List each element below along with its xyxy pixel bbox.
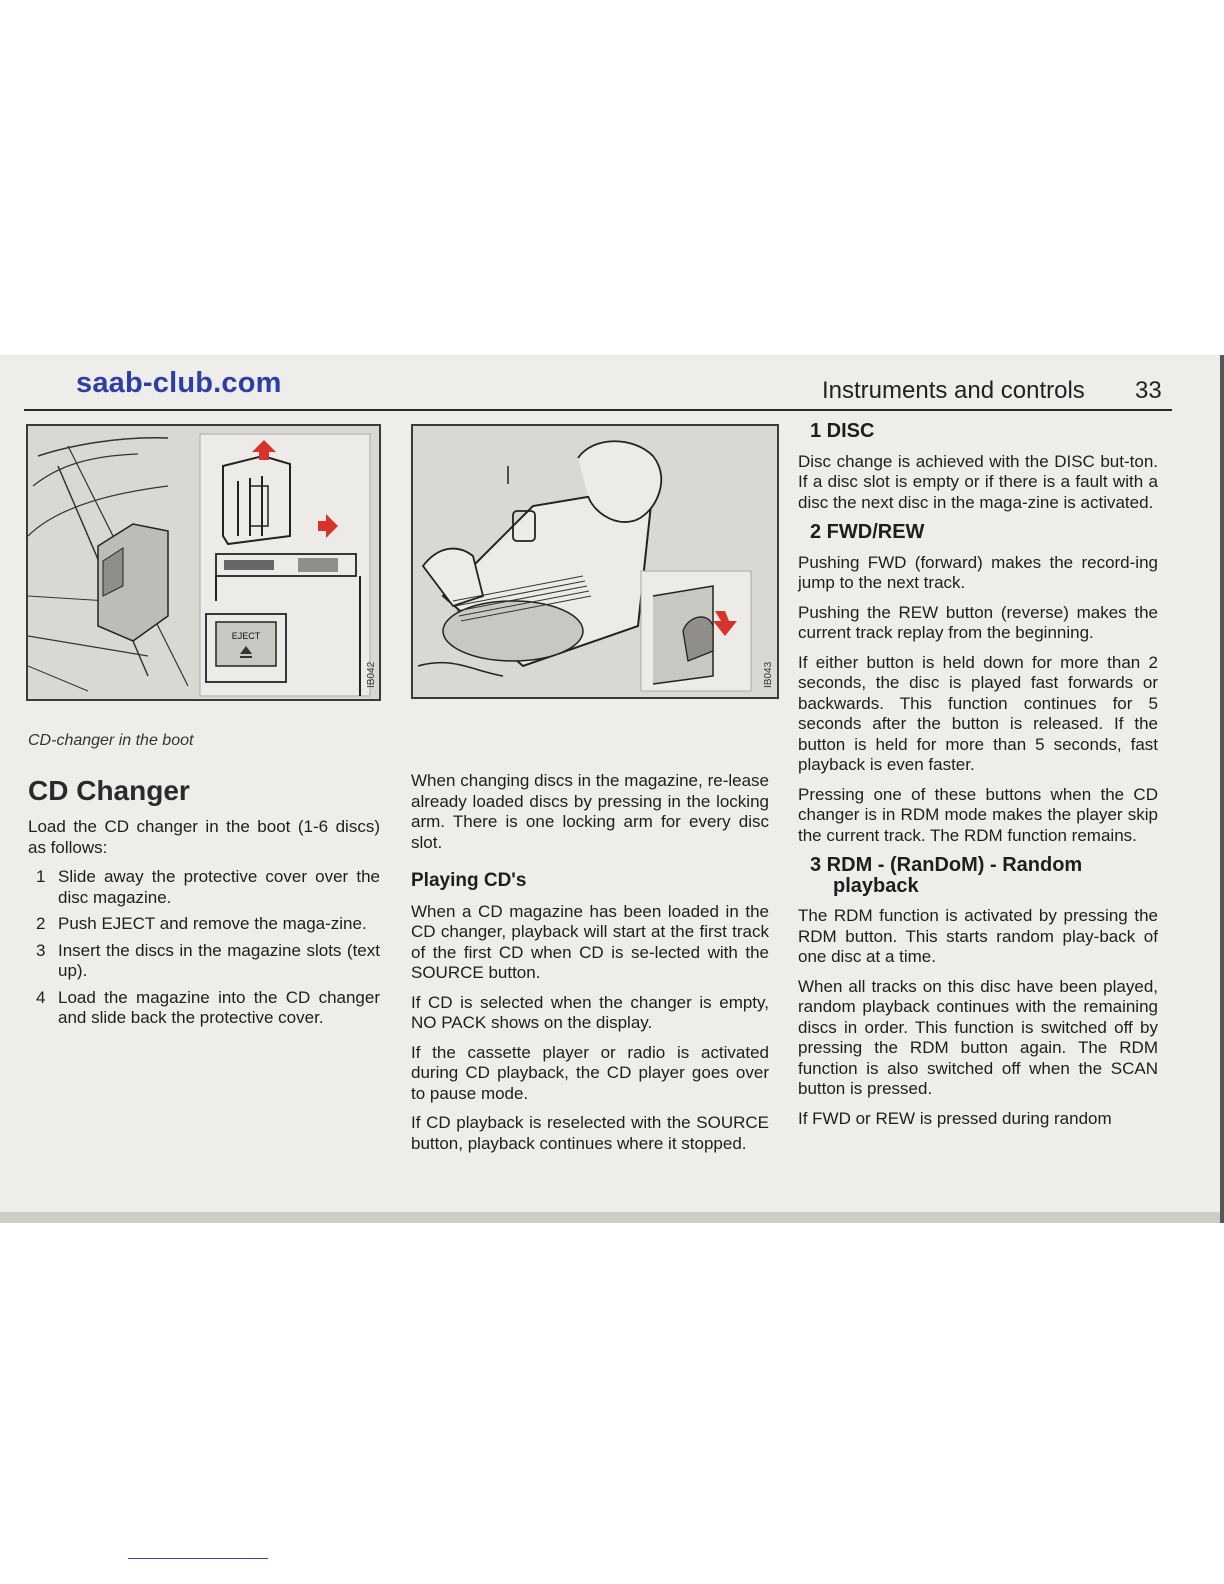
paragraph: Pushing the REW button (reverse) makes the current track replay from the beginning. xyxy=(798,602,1158,642)
paragraph: If FWD or REW is pressed during random xyxy=(798,1108,1112,1128)
paragraph: When all tracks on this disc have been played, random playback continues with the remaining discs in order. This function is switched off by pressing the RDM button again. The RDM function is also switched off when the SCAN button is pressed. xyxy=(798,976,1158,1098)
page-number: 33 xyxy=(1135,377,1162,404)
rdm-heading: 3 RDM - (RanDoM) - Random playback xyxy=(810,854,1083,897)
paragraph: Disc change is achieved with the DISC but-ton. If a disc slot is empty or if there is a fault with a disc the next disc in the maga-zine is activated. xyxy=(798,451,1158,512)
disc-heading: 1 DISC xyxy=(810,420,875,442)
list-item: 2 Push EJECT and remove the maga-zine. xyxy=(36,914,367,933)
column-2 xyxy=(411,771,769,1163)
paragraph: When a CD magazine has been loaded in the CD changer, playback will start at the first track of the first CD when CD is se-lected with the SOURCE button. xyxy=(411,901,769,982)
column-3 xyxy=(798,421,1158,1138)
site-logo[interactable]: saab-club.com xyxy=(76,367,282,399)
section-title: Instruments and controls xyxy=(822,377,1085,404)
column-1 xyxy=(28,817,380,1035)
figure-caption: CD-changer in the boot xyxy=(28,732,194,749)
cd-changer-illustration xyxy=(28,426,379,699)
list-item: 4 Load the magazine into the CD changer and slide back the protective cover. xyxy=(36,987,380,1027)
paragraph: If CD is selected when the changer is empty, NO PACK shows on the display. xyxy=(411,992,769,1032)
paragraph: If the cassette player or radio is activated during CD playback, the CD player goes over to pause mode. xyxy=(411,1042,769,1103)
page-bottom-shadow xyxy=(0,1212,1224,1223)
eject-label: EJECT xyxy=(231,631,261,641)
playing-cds-heading: Playing CD's xyxy=(411,870,527,891)
paragraph: The RDM function is activated by pressing the RDM button. This starts random play-back of one disc at a time. xyxy=(798,906,1158,966)
intro-text: Load the CD changer in the boot (1-6 discs) as follows: xyxy=(28,817,380,857)
footnote-rule xyxy=(128,1558,268,1559)
list-item: 3 Insert the discs in the magazine slots (text up). xyxy=(36,940,380,980)
figure-code: IB043 xyxy=(763,661,774,688)
figure-cd-changer-boot xyxy=(26,424,381,701)
paragraph: If either button is held down for more than 2 seconds, the disc is played fast forwards or backwards. This function continues for 5 seconds after the button is released. If the button is held for more than 5 seconds, fast playback is even faster. xyxy=(798,652,1158,774)
paragraph: Pushing FWD (forward) makes the record-ing jump to the next track. xyxy=(798,552,1158,592)
paragraph: When changing discs in the magazine, re-lease already loaded discs by pressing in the locking arm. There is one locking arm for every disc slot. xyxy=(411,771,769,852)
cd-changer-heading: CD Changer xyxy=(28,775,190,806)
page-right-edge xyxy=(1220,355,1224,1223)
disc-magazine-illustration xyxy=(413,426,777,697)
paragraph: If CD playback is reselected with the SOURCE button, playback continues where it stopped. xyxy=(411,1113,769,1153)
loading-steps xyxy=(28,867,380,1029)
figure-disc-magazine xyxy=(411,424,779,699)
fwd-rew-heading: 2 FWD/REW xyxy=(810,521,925,543)
header-divider xyxy=(24,409,1172,411)
figure-code: IB042 xyxy=(366,661,377,688)
paragraph: Pressing one of these buttons when the CD changer is in RDM mode makes the player skip the current track. The RDM function remains. xyxy=(798,784,1158,845)
list-item: 1 Slide away the protective cover over the disc magazine. xyxy=(36,867,380,907)
